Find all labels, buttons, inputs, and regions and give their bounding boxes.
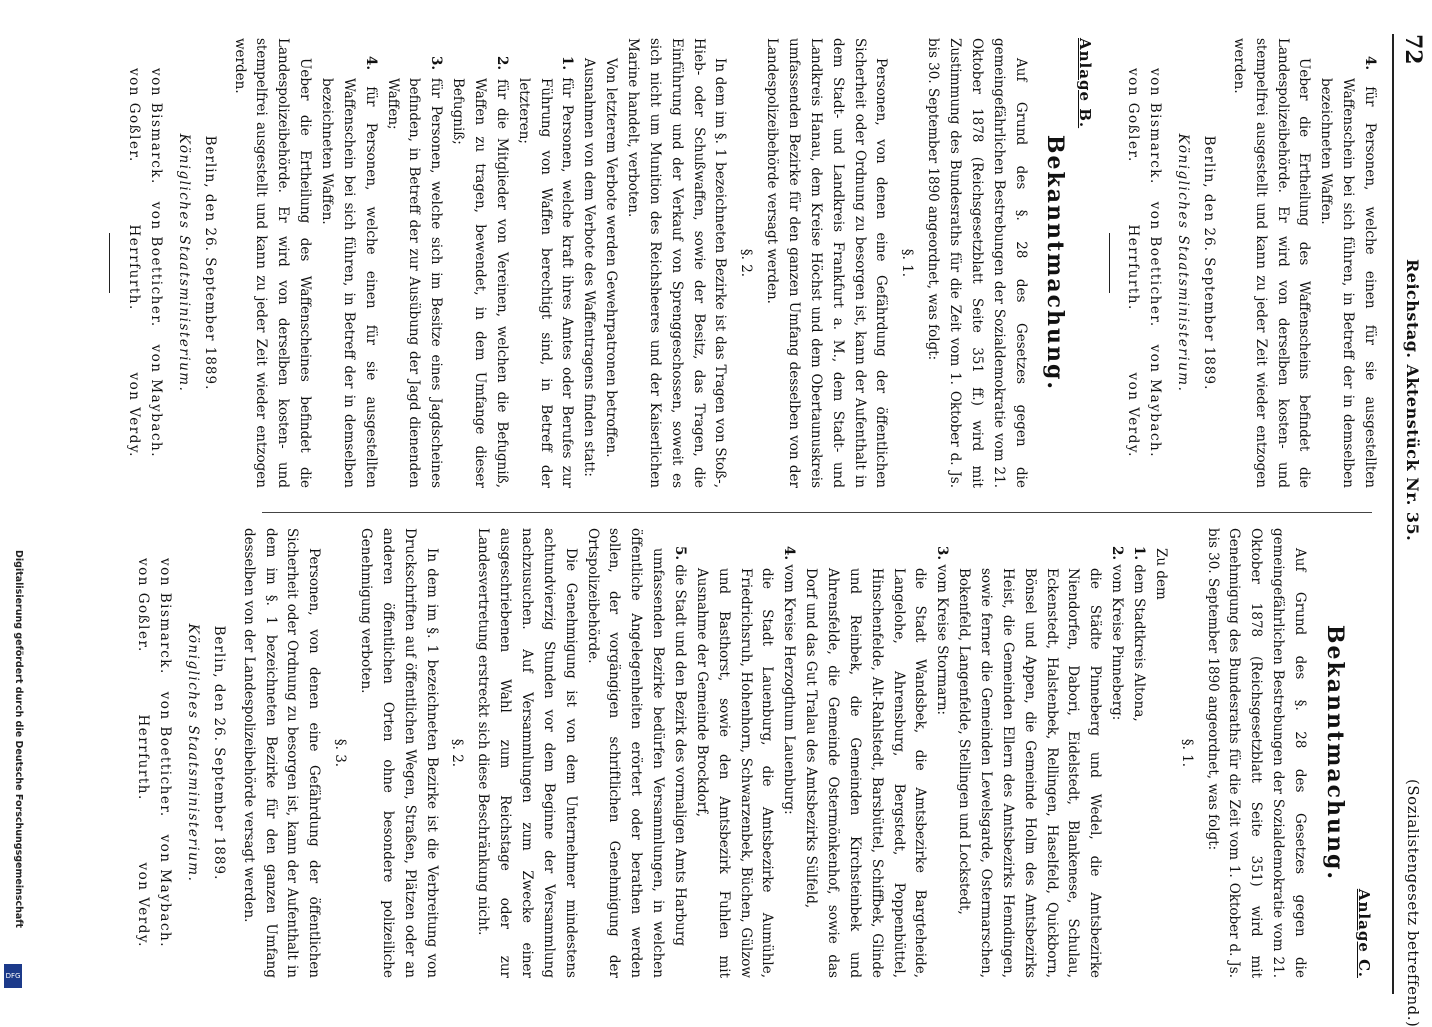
separator-rule — [1109, 233, 1110, 293]
signature: von Bismarck. — [147, 68, 164, 185]
signature: von Verdy. — [126, 372, 143, 458]
item-number: 3. — [428, 56, 445, 71]
signature-line — [131, 528, 153, 978]
list-item — [668, 528, 690, 978]
signature-line — [144, 38, 166, 488]
item-text: vom Kreise Pinneberg: — [1109, 564, 1126, 721]
list-item — [381, 38, 447, 488]
section-number: §. 1. — [1178, 738, 1195, 768]
signature: von Goßler. — [1125, 68, 1142, 163]
page-header — [1396, 34, 1426, 1027]
section-number: §. 3. — [332, 738, 349, 768]
annex-label: Anlage B. — [1075, 38, 1094, 129]
signature-line — [1143, 38, 1165, 488]
signature-line — [153, 528, 175, 978]
paragraph: Die Genehmigung ist von dem Unternehmer mindestens achtundvierzig Stunden vor dem Beginne der Versammlung nachzusuchen. Auf Versammlungen zum Zwecke einer ausgeschriebenen Wahl zum Reichstage oder zur Landesvertretung erstreckt sich diese Beschränkung nicht. — [475, 528, 579, 978]
paragraph: Zu dem — [1152, 548, 1169, 600]
signature: Herrfurth. — [1125, 224, 1142, 311]
item-number: 4. — [362, 56, 379, 71]
item-number: 4. — [781, 546, 798, 561]
signature: Herrfurth. — [135, 714, 152, 801]
paragraph: In dem im §. 1 bezeichneten Bezirke ist das Tragen von Stoß-, Hieb- oder Schußwaffen, sowie der Besitz, das Tragen, die Einführung und der Verkauf von Sprenggeschossen, soweit es sich nicht um Munition des Reichsheeres und der Kaiserlichen Marine handelt, verboten. — [625, 38, 729, 488]
item-text: für Personen, welche einen für sie ausgestellten Waffenschein bei sich führen, in Betreff der in demselben bezeichneten Waffen. — [1318, 78, 1378, 488]
item-number: 2. — [1109, 546, 1126, 561]
signature: von Boetticher. — [1147, 201, 1164, 328]
date-line: Berlin, den 26. September 1889. — [210, 625, 227, 881]
header-rule — [1392, 34, 1394, 994]
item-number: 4. — [1362, 56, 1378, 71]
item-number: 3. — [934, 546, 951, 561]
ministry-line: Königliches Staatsministerium. — [175, 133, 192, 393]
item-text: dem Stadtkreis Altona, — [1131, 564, 1148, 722]
list-item-detail: die Stadt Wandsbek, die Amtsbezirke Bargteheide, Langelohe, Ahrensburg, Bergstedt, Poppenbüttel, Hinschenfelde, Alt-Rahlstedt, Barsbüttel, Schiffbek, Glinde und Reinbek, die Gemeinden Kirchsteinbek und Ahrensfelde, die Gemeinde Ostermönkenhof, sowie das Dorf und das Gut Tralau des Amtsbezirks Sülfeld, — [803, 568, 929, 978]
right-column — [131, 528, 1380, 978]
signature: Herrfurth. — [126, 224, 143, 311]
signature-line — [122, 38, 144, 488]
running-note: (Sozialistengesetz betreffend.) — [1404, 779, 1422, 1027]
item-number: 2. — [493, 56, 510, 71]
list-item — [1314, 38, 1380, 488]
signature-line — [1122, 38, 1144, 488]
list-item — [512, 38, 578, 488]
signature: von Boetticher. — [147, 201, 164, 328]
section-heading: Bekanntmachung. — [1321, 624, 1348, 882]
paragraph: Ueber die Ertheilung des Waffenscheines befindet die Landespolizeibehörde. Er wird von derselben kosten- und stempelfrei ausgestellt und kann zu jeder Zeit wieder entzogen werden. — [231, 38, 314, 488]
section-number: §. 1. — [899, 248, 916, 278]
signature: von Goßler. — [135, 558, 152, 653]
date-line: Berlin, den 26. September 1889. — [1200, 135, 1217, 391]
digitization-note-text: Digitalisierung gefördert durch die Deutsche Forschungsgemeinschaft — [13, 550, 24, 928]
paragraph: Ueber die Ertheilung des Waffenscheins befindet die Landespolizeibehörde. Er wird von derselben kosten- und stempelfrei ausgestellt und kann zu jeder Zeit wieder entzogen werden. — [1230, 38, 1313, 488]
signature: von Bismarck. — [157, 558, 174, 675]
list-item — [446, 38, 512, 488]
item-text: vom Kreise Herzogthum Lauenburg: — [781, 564, 798, 815]
list-item — [1127, 528, 1149, 978]
paragraph: Personen, von denen eine Gefährdung der öffentlichen Sicherheit oder Ordnung zu besorgen ist, kann der Aufenthalt in dem Stadt- und Landkreis Frankfurt a. M., dem Stadt- und Landkreis Hanau, dem Kreise Höchst und dem Obertaunuskreis umfassenden Bezirke für den ganzen Umfang desselben von der Landespolizeibehörde versagt werden. — [764, 38, 890, 488]
signature: von Maybach. — [1147, 344, 1164, 458]
dfg-logo: DFG — [4, 964, 22, 988]
item-text: für die Mitglieder von Vereinen, welchen die Befugniß, Waffen zu tragen, bewendet, in dem Umfange dieser Befugniß; — [450, 78, 510, 488]
item-number: 1. — [1131, 546, 1148, 561]
signature: von Boetticher. — [157, 691, 174, 818]
paragraph: Auf Grund des §. 28 des Gesetzes gegen die gemeingefährlichen Bestrebungen der Sozialdemokratie vom 21. Oktober 1878 (Reichsgesetzblatt Seite 351) wird mit Genehmigung des Bundesraths für die Zeit vom 1. Oktober d. Js. bis 30. September 1890 angeordnet, was folgt: — [1204, 528, 1309, 978]
ministry-line: Königliches Staatsministerium. — [1175, 133, 1192, 393]
list-item-detail: die Städte Pinneberg und Wedel, die Amtsbezirke Niendorfen, Dabori, Eidelstedt, Blankenese, Schulau, Eckenstedt, Halstenbek, Rellingen, Haselfeld, Quickborn, Bönsel und Appen, die Gemeinde Holm des Amtsbezirks Heist, die Gemeinden Ellern des Amtsbezirks Hemdingen, sowie ferner die Gemeinden Lewelsgarde, Ostermarschen, Bokenfeld, Langenfelde, Stellingen und Lockstedt, — [956, 568, 1104, 978]
signature: von Verdy. — [135, 862, 152, 948]
item-number: 1. — [559, 56, 576, 71]
signature: von Maybach. — [147, 344, 164, 458]
page-number: 72 — [1400, 34, 1426, 65]
left-column — [97, 38, 1380, 488]
separator-rule — [109, 233, 110, 293]
paragraph: Personen, von denen eine Gefährdung der öffentlichen Sicherheit oder Ordnung zu besorgen ist, kann der Aufenthalt in dem im §. 1 bezeichneten Bezirke für den ganzen Umfang desselben von der Landespolizeibehörde versagt werden. — [240, 528, 323, 978]
signature: von Maybach. — [157, 834, 174, 948]
section-heading: Bekanntmachung. — [1042, 134, 1069, 392]
paragraph: umfassenden Bezirke bedürfen Versammlungen, in welchen öffentliche Angelegenheiten erörtert oder berathen werden sollen, der vorgängigen schriftlichen Genehmigung der Ortspolizeibehörde. — [584, 528, 667, 978]
digitization-note — [0, 550, 30, 1000]
list-item — [930, 528, 952, 978]
signature: von Goßler. — [126, 68, 143, 163]
item-text: für Personen, welche kraft ihres Amtes oder Berufes zur Führung von Waffen berechtigt sind, in Betreff der letzteren; — [515, 77, 576, 488]
running-title: Reichstag. Aktenstück Nr. 35. — [1403, 259, 1422, 542]
section-number: §. 2. — [449, 738, 466, 768]
signature: von Verdy. — [1125, 372, 1142, 458]
paragraph: Auf Grund des §. 28 des Gesetzes gegen die gemeingefährlichen Bestrebungen der Sozialdemokratie vom 21. Oktober 1878 (Reichsgesetzblatt Seite 351 ff.) wird mit Zustimmung des Bundesraths für die Zeit vom 1. Oktober d. Js. bis 30. September 1890 angeordnet, was folgt: — [925, 38, 1029, 488]
ministry-line: Königliches Staatsministerium. — [184, 623, 201, 883]
item-text: vom Kreise Stormarn: — [934, 564, 951, 716]
paragraph: Von letzterem Verbote werden Gewehrpatronen betroffen. — [603, 58, 620, 458]
section-number: §. 2. — [738, 248, 755, 278]
item-text: für Personen, welche sich im Besitze eines Jagdscheines befinden, in Betreff der zur Ausübung der Jagd dienenden Waffen; — [384, 77, 445, 488]
list-item — [1105, 528, 1127, 978]
paragraph: In dem im §. 1 bezeichneten Bezirke ist die Verbreitung von Druckschriften auf öffentlichen Wegen, Straßen, Plätzen oder an anderen öffentlichen Orten ohne besondere polizeiliche Genehmigung verboten. — [357, 528, 440, 978]
list-item-detail: die Stadt Lauenburg, die Amtsbezirke Aumühle, Friedrichsruh, Hohenhorn, Schwarzenbek, Büchen, Gülzow und Basthorst, sowie den Amtsbezirk Fuhlen mit Ausnahme der Gemeinde Brockdorf, — [693, 568, 776, 978]
date-line: Berlin, den 26. September 1889. — [201, 135, 218, 391]
item-text: die Stadt und den Bezirk des vormaligen Amts Harburg — [672, 564, 689, 946]
list-item — [777, 528, 799, 978]
list-item — [315, 38, 381, 488]
paragraph: Ausnahmen von dem Verbote des Waffentragens finden statt: — [581, 58, 598, 477]
item-text: für Personen, welche einen für sie ausgestellten Waffenschein bei sich führen, in Betreff der in demselben bezeichneten Waffen. — [318, 78, 379, 488]
column-divider — [262, 512, 1372, 513]
signature: von Bismarck. — [1147, 68, 1164, 185]
item-number: 5. — [672, 546, 689, 561]
annex-label: Anlage C. — [1355, 888, 1373, 978]
